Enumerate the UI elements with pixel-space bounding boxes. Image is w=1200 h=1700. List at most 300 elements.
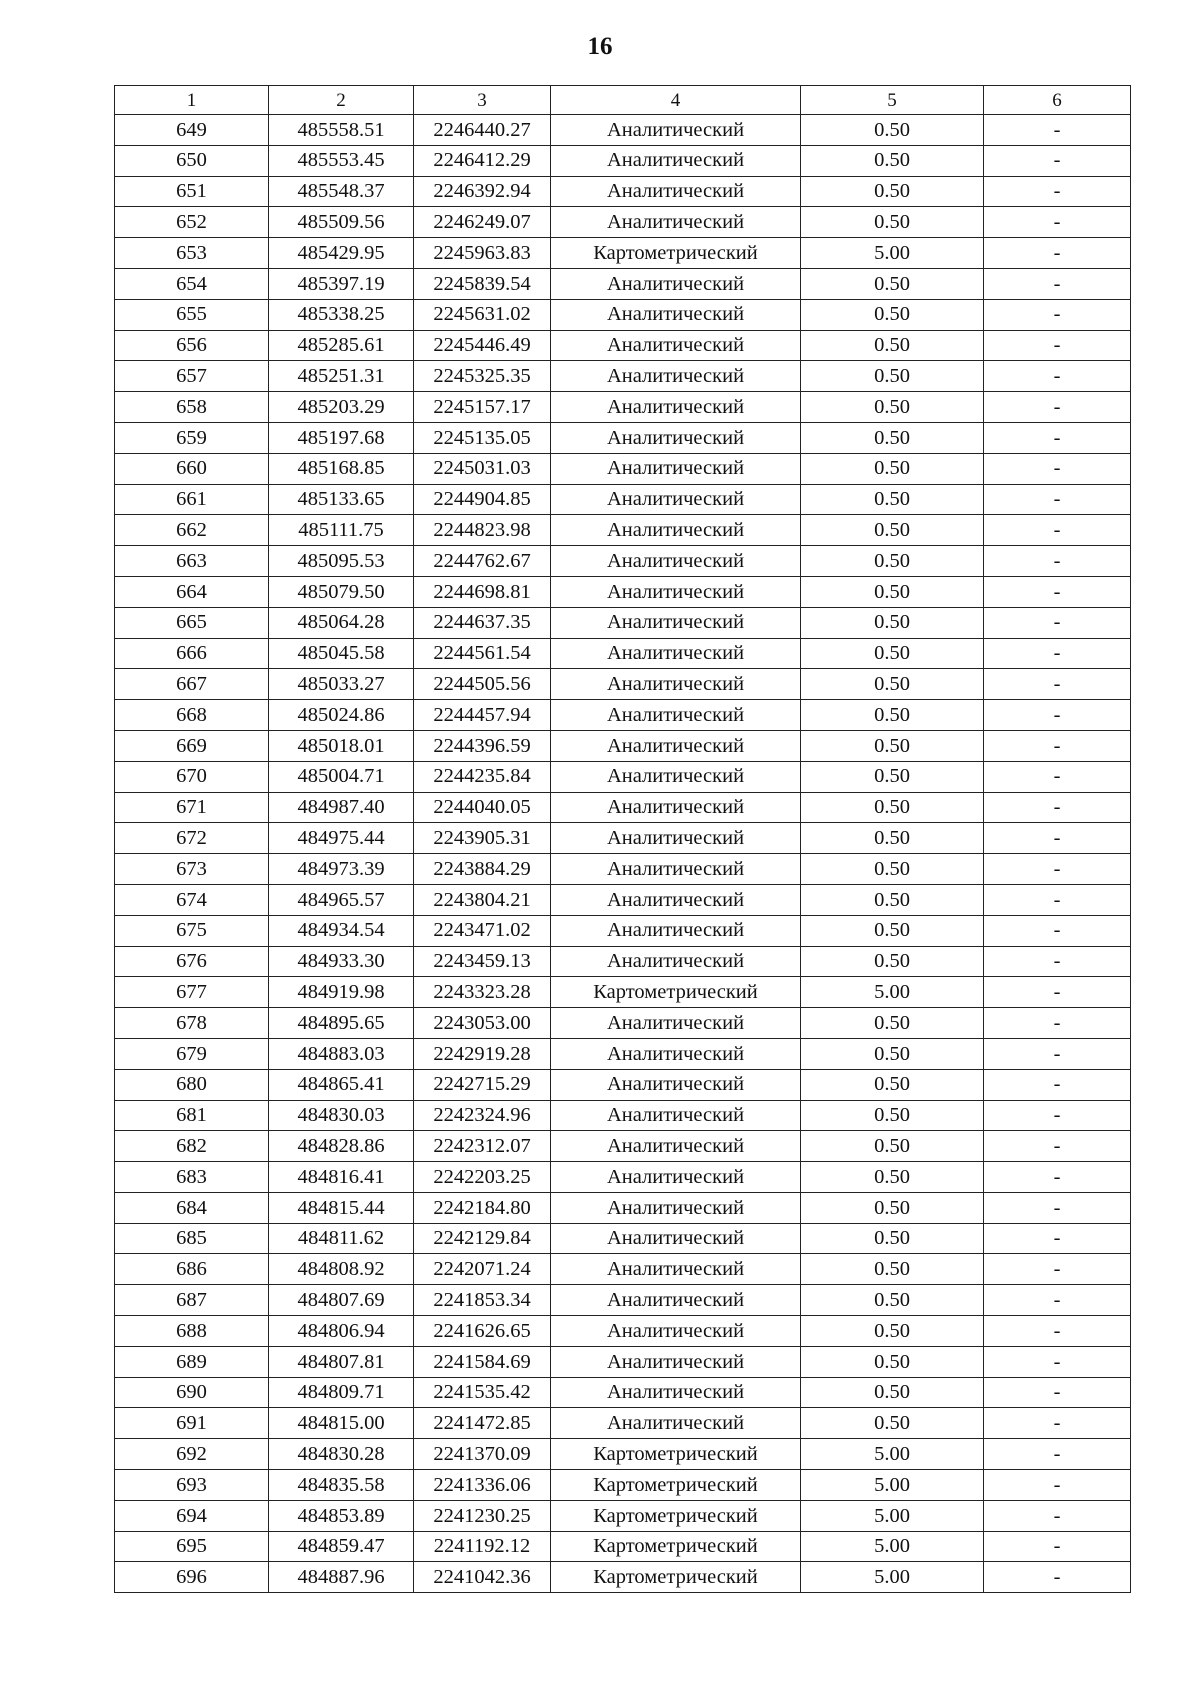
method-cell: Аналитический	[551, 1008, 801, 1039]
description-cell: -	[984, 1254, 1131, 1285]
point-number-cell: 666	[115, 638, 269, 669]
table-row	[115, 268, 1131, 299]
table-row	[115, 299, 1131, 330]
table-row	[115, 484, 1131, 515]
y-coordinate-cell: 2244457.94	[414, 700, 551, 731]
method-cell: Аналитический	[551, 268, 801, 299]
y-coordinate-cell: 2241042.36	[414, 1562, 551, 1593]
point-number-cell: 679	[115, 1038, 269, 1069]
x-coordinate-cell: 484975.44	[269, 823, 414, 854]
table-row	[115, 1562, 1131, 1593]
method-cell: Аналитический	[551, 1100, 801, 1131]
point-number-cell: 684	[115, 1192, 269, 1223]
y-coordinate-cell: 2243323.28	[414, 977, 551, 1008]
y-coordinate-cell: 2242129.84	[414, 1223, 551, 1254]
method-cell: Картометрический	[551, 238, 801, 269]
point-number-cell: 669	[115, 730, 269, 761]
x-coordinate-cell: 484806.94	[269, 1316, 414, 1347]
method-cell: Аналитический	[551, 1408, 801, 1439]
accuracy-cell: 0.50	[801, 115, 984, 146]
description-cell: -	[984, 1439, 1131, 1470]
accuracy-cell: 5.00	[801, 238, 984, 269]
accuracy-cell: 0.50	[801, 1192, 984, 1223]
method-cell: Аналитический	[551, 330, 801, 361]
accuracy-cell: 0.50	[801, 1038, 984, 1069]
y-coordinate-cell: 2242715.29	[414, 1069, 551, 1100]
table-row	[115, 854, 1131, 885]
table-row	[115, 238, 1131, 269]
description-cell: -	[984, 422, 1131, 453]
description-cell: -	[984, 730, 1131, 761]
y-coordinate-cell: 2245157.17	[414, 392, 551, 423]
x-coordinate-cell: 484807.81	[269, 1346, 414, 1377]
point-number-cell: 688	[115, 1316, 269, 1347]
accuracy-cell: 0.50	[801, 761, 984, 792]
y-coordinate-cell: 2244396.59	[414, 730, 551, 761]
y-coordinate-cell: 2246249.07	[414, 207, 551, 238]
table-header	[115, 86, 1131, 115]
accuracy-cell: 5.00	[801, 977, 984, 1008]
point-number-cell: 678	[115, 1008, 269, 1039]
method-cell: Аналитический	[551, 1069, 801, 1100]
point-number-cell: 696	[115, 1562, 269, 1593]
table-row	[115, 730, 1131, 761]
x-coordinate-cell: 484815.44	[269, 1192, 414, 1223]
accuracy-cell: 0.50	[801, 730, 984, 761]
table-row	[115, 1162, 1131, 1193]
x-coordinate-cell: 484865.41	[269, 1069, 414, 1100]
method-cell: Аналитический	[551, 638, 801, 669]
point-number-cell: 664	[115, 576, 269, 607]
y-coordinate-cell: 2241192.12	[414, 1531, 551, 1562]
y-coordinate-cell: 2244505.56	[414, 669, 551, 700]
method-cell: Аналитический	[551, 1038, 801, 1069]
method-cell: Аналитический	[551, 1285, 801, 1316]
description-cell: -	[984, 115, 1131, 146]
method-cell: Аналитический	[551, 607, 801, 638]
description-cell: -	[984, 792, 1131, 823]
table-row	[115, 1346, 1131, 1377]
y-coordinate-cell: 2242919.28	[414, 1038, 551, 1069]
table-row	[115, 792, 1131, 823]
point-number-cell: 667	[115, 669, 269, 700]
point-number-cell: 672	[115, 823, 269, 854]
x-coordinate-cell: 484973.39	[269, 854, 414, 885]
column-header-5: 5	[801, 86, 984, 115]
method-cell: Аналитический	[551, 176, 801, 207]
table-row	[115, 1500, 1131, 1531]
description-cell: -	[984, 330, 1131, 361]
description-cell: -	[984, 176, 1131, 207]
point-number-cell: 695	[115, 1531, 269, 1562]
x-coordinate-cell: 485558.51	[269, 115, 414, 146]
x-coordinate-cell: 485133.65	[269, 484, 414, 515]
point-number-cell: 654	[115, 268, 269, 299]
accuracy-cell: 0.50	[801, 392, 984, 423]
column-header-4: 4	[551, 86, 801, 115]
description-cell: -	[984, 1008, 1131, 1039]
point-number-cell: 687	[115, 1285, 269, 1316]
table-row	[115, 207, 1131, 238]
method-cell: Аналитический	[551, 700, 801, 731]
point-number-cell: 673	[115, 854, 269, 885]
point-number-cell: 689	[115, 1346, 269, 1377]
table-row	[115, 1008, 1131, 1039]
description-cell: -	[984, 1470, 1131, 1501]
description-cell: -	[984, 1285, 1131, 1316]
accuracy-cell: 0.50	[801, 1069, 984, 1100]
y-coordinate-cell: 2245631.02	[414, 299, 551, 330]
accuracy-cell: 0.50	[801, 607, 984, 638]
method-cell: Аналитический	[551, 1223, 801, 1254]
method-cell: Аналитический	[551, 1162, 801, 1193]
y-coordinate-cell: 2243905.31	[414, 823, 551, 854]
method-cell: Аналитический	[551, 1131, 801, 1162]
x-coordinate-cell: 484815.00	[269, 1408, 414, 1439]
description-cell: -	[984, 515, 1131, 546]
point-number-cell: 663	[115, 546, 269, 577]
description-cell: -	[984, 268, 1131, 299]
method-cell: Аналитический	[551, 392, 801, 423]
point-number-cell: 670	[115, 761, 269, 792]
point-number-cell: 652	[115, 207, 269, 238]
table-row	[115, 1254, 1131, 1285]
description-cell: -	[984, 761, 1131, 792]
point-number-cell: 668	[115, 700, 269, 731]
accuracy-cell: 0.50	[801, 1408, 984, 1439]
point-number-cell: 682	[115, 1131, 269, 1162]
x-coordinate-cell: 485338.25	[269, 299, 414, 330]
y-coordinate-cell: 2242312.07	[414, 1131, 551, 1162]
point-number-cell: 677	[115, 977, 269, 1008]
point-number-cell: 661	[115, 484, 269, 515]
y-coordinate-cell: 2243804.21	[414, 884, 551, 915]
x-coordinate-cell: 484965.57	[269, 884, 414, 915]
method-cell: Аналитический	[551, 854, 801, 885]
table-row	[115, 576, 1131, 607]
method-cell: Аналитический	[551, 576, 801, 607]
description-cell: -	[984, 854, 1131, 885]
point-number-cell: 681	[115, 1100, 269, 1131]
method-cell: Аналитический	[551, 1346, 801, 1377]
x-coordinate-cell: 485168.85	[269, 453, 414, 484]
method-cell: Картометрический	[551, 1562, 801, 1593]
table-row	[115, 700, 1131, 731]
accuracy-cell: 0.50	[801, 361, 984, 392]
x-coordinate-cell: 484933.30	[269, 946, 414, 977]
method-cell: Аналитический	[551, 422, 801, 453]
x-coordinate-cell: 484807.69	[269, 1285, 414, 1316]
x-coordinate-cell: 484887.96	[269, 1562, 414, 1593]
y-coordinate-cell: 2243053.00	[414, 1008, 551, 1039]
accuracy-cell: 5.00	[801, 1562, 984, 1593]
method-cell: Картометрический	[551, 1500, 801, 1531]
table-row	[115, 1470, 1131, 1501]
accuracy-cell: 0.50	[801, 299, 984, 330]
accuracy-cell: 0.50	[801, 1131, 984, 1162]
method-cell: Аналитический	[551, 1377, 801, 1408]
point-number-cell: 658	[115, 392, 269, 423]
y-coordinate-cell: 2245963.83	[414, 238, 551, 269]
table-row	[115, 761, 1131, 792]
method-cell: Аналитический	[551, 361, 801, 392]
method-cell: Аналитический	[551, 761, 801, 792]
description-cell: -	[984, 1531, 1131, 1562]
table-row	[115, 884, 1131, 915]
accuracy-cell: 0.50	[801, 176, 984, 207]
method-cell: Аналитический	[551, 823, 801, 854]
point-number-cell: 656	[115, 330, 269, 361]
description-cell: -	[984, 1192, 1131, 1223]
description-cell: -	[984, 823, 1131, 854]
point-number-cell: 680	[115, 1069, 269, 1100]
description-cell: -	[984, 546, 1131, 577]
table-row	[115, 361, 1131, 392]
table-row	[115, 638, 1131, 669]
x-coordinate-cell: 484859.47	[269, 1531, 414, 1562]
x-coordinate-cell: 484809.71	[269, 1377, 414, 1408]
accuracy-cell: 0.50	[801, 946, 984, 977]
x-coordinate-cell: 484835.58	[269, 1470, 414, 1501]
method-cell: Аналитический	[551, 484, 801, 515]
point-number-cell: 662	[115, 515, 269, 546]
method-cell: Аналитический	[551, 1254, 801, 1285]
method-cell: Картометрический	[551, 1439, 801, 1470]
y-coordinate-cell: 2241336.06	[414, 1470, 551, 1501]
table-row	[115, 607, 1131, 638]
table-row	[115, 1069, 1131, 1100]
point-number-cell: 655	[115, 299, 269, 330]
point-number-cell: 674	[115, 884, 269, 915]
point-number-cell: 676	[115, 946, 269, 977]
accuracy-cell: 5.00	[801, 1531, 984, 1562]
y-coordinate-cell: 2246412.29	[414, 145, 551, 176]
accuracy-cell: 0.50	[801, 1008, 984, 1039]
accuracy-cell: 0.50	[801, 792, 984, 823]
description-cell: -	[984, 145, 1131, 176]
accuracy-cell: 0.50	[801, 1377, 984, 1408]
table-row	[115, 176, 1131, 207]
method-cell: Аналитический	[551, 145, 801, 176]
x-coordinate-cell: 485251.31	[269, 361, 414, 392]
description-cell: -	[984, 884, 1131, 915]
description-cell: -	[984, 1377, 1131, 1408]
x-coordinate-cell: 484830.28	[269, 1439, 414, 1470]
accuracy-cell: 0.50	[801, 854, 984, 885]
accuracy-cell: 0.50	[801, 422, 984, 453]
table-row	[115, 546, 1131, 577]
method-cell: Аналитический	[551, 884, 801, 915]
table-row	[115, 115, 1131, 146]
description-cell: -	[984, 1346, 1131, 1377]
accuracy-cell: 0.50	[801, 330, 984, 361]
description-cell: -	[984, 299, 1131, 330]
accuracy-cell: 5.00	[801, 1439, 984, 1470]
description-cell: -	[984, 669, 1131, 700]
accuracy-cell: 0.50	[801, 453, 984, 484]
table-body	[115, 115, 1131, 1593]
accuracy-cell: 0.50	[801, 268, 984, 299]
x-coordinate-cell: 484808.92	[269, 1254, 414, 1285]
accuracy-cell: 0.50	[801, 576, 984, 607]
description-cell: -	[984, 1038, 1131, 1069]
y-coordinate-cell: 2242203.25	[414, 1162, 551, 1193]
table-row	[115, 1439, 1131, 1470]
description-cell: -	[984, 1408, 1131, 1439]
point-number-cell: 686	[115, 1254, 269, 1285]
x-coordinate-cell: 485095.53	[269, 546, 414, 577]
x-coordinate-cell: 485033.27	[269, 669, 414, 700]
method-cell: Аналитический	[551, 546, 801, 577]
point-number-cell: 650	[115, 145, 269, 176]
x-coordinate-cell: 485064.28	[269, 607, 414, 638]
description-cell: -	[984, 1162, 1131, 1193]
y-coordinate-cell: 2244698.81	[414, 576, 551, 607]
point-number-cell: 693	[115, 1470, 269, 1501]
point-number-cell: 657	[115, 361, 269, 392]
y-coordinate-cell: 2243459.13	[414, 946, 551, 977]
x-coordinate-cell: 485111.75	[269, 515, 414, 546]
y-coordinate-cell: 2246440.27	[414, 115, 551, 146]
description-cell: -	[984, 1223, 1131, 1254]
accuracy-cell: 0.50	[801, 515, 984, 546]
accuracy-cell: 5.00	[801, 1470, 984, 1501]
accuracy-cell: 0.50	[801, 1316, 984, 1347]
accuracy-cell: 0.50	[801, 915, 984, 946]
y-coordinate-cell: 2242071.24	[414, 1254, 551, 1285]
table-row	[115, 1531, 1131, 1562]
method-cell: Картометрический	[551, 1531, 801, 1562]
description-cell: -	[984, 1562, 1131, 1593]
table-row	[115, 977, 1131, 1008]
point-number-cell: 671	[115, 792, 269, 823]
y-coordinate-cell: 2245031.03	[414, 453, 551, 484]
x-coordinate-cell: 485203.29	[269, 392, 414, 423]
table-row	[115, 1316, 1131, 1347]
point-number-cell: 659	[115, 422, 269, 453]
y-coordinate-cell: 2241370.09	[414, 1439, 551, 1470]
description-cell: -	[984, 700, 1131, 731]
y-coordinate-cell: 2246392.94	[414, 176, 551, 207]
y-coordinate-cell: 2245839.54	[414, 268, 551, 299]
description-cell: -	[984, 207, 1131, 238]
description-cell: -	[984, 1500, 1131, 1531]
y-coordinate-cell: 2245135.05	[414, 422, 551, 453]
accuracy-cell: 0.50	[801, 823, 984, 854]
method-cell: Аналитический	[551, 792, 801, 823]
point-number-cell: 691	[115, 1408, 269, 1439]
description-cell: -	[984, 1069, 1131, 1100]
table-row	[115, 1192, 1131, 1223]
accuracy-cell: 0.50	[801, 1254, 984, 1285]
x-coordinate-cell: 485004.71	[269, 761, 414, 792]
x-coordinate-cell: 484919.98	[269, 977, 414, 1008]
x-coordinate-cell: 485509.56	[269, 207, 414, 238]
accuracy-cell: 0.50	[801, 1162, 984, 1193]
accuracy-cell: 0.50	[801, 1346, 984, 1377]
y-coordinate-cell: 2243884.29	[414, 854, 551, 885]
table-row	[115, 392, 1131, 423]
column-header-3: 3	[414, 86, 551, 115]
point-number-cell: 665	[115, 607, 269, 638]
y-coordinate-cell: 2242324.96	[414, 1100, 551, 1131]
table-row	[115, 1038, 1131, 1069]
y-coordinate-cell: 2244904.85	[414, 484, 551, 515]
accuracy-cell: 0.50	[801, 1223, 984, 1254]
description-cell: -	[984, 946, 1131, 977]
page-number: 16	[587, 33, 613, 60]
description-cell: -	[984, 484, 1131, 515]
table-row	[115, 823, 1131, 854]
x-coordinate-cell: 484895.65	[269, 1008, 414, 1039]
accuracy-cell: 0.50	[801, 884, 984, 915]
y-coordinate-cell: 2245325.35	[414, 361, 551, 392]
x-coordinate-cell: 484853.89	[269, 1500, 414, 1531]
y-coordinate-cell: 2244762.67	[414, 546, 551, 577]
description-cell: -	[984, 915, 1131, 946]
table-row	[115, 1223, 1131, 1254]
point-number-cell: 651	[115, 176, 269, 207]
x-coordinate-cell: 484830.03	[269, 1100, 414, 1131]
description-cell: -	[984, 977, 1131, 1008]
accuracy-cell: 0.50	[801, 700, 984, 731]
accuracy-cell: 0.50	[801, 145, 984, 176]
description-cell: -	[984, 607, 1131, 638]
method-cell: Картометрический	[551, 977, 801, 1008]
accuracy-cell: 0.50	[801, 1285, 984, 1316]
y-coordinate-cell: 2244040.05	[414, 792, 551, 823]
table-row	[115, 422, 1131, 453]
x-coordinate-cell: 484934.54	[269, 915, 414, 946]
method-cell: Аналитический	[551, 669, 801, 700]
x-coordinate-cell: 484828.86	[269, 1131, 414, 1162]
y-coordinate-cell: 2244823.98	[414, 515, 551, 546]
method-cell: Аналитический	[551, 1316, 801, 1347]
point-number-cell: 692	[115, 1439, 269, 1470]
method-cell: Аналитический	[551, 730, 801, 761]
description-cell: -	[984, 638, 1131, 669]
table-row	[115, 1377, 1131, 1408]
x-coordinate-cell: 485285.61	[269, 330, 414, 361]
x-coordinate-cell: 484811.62	[269, 1223, 414, 1254]
method-cell: Аналитический	[551, 115, 801, 146]
x-coordinate-cell: 484816.41	[269, 1162, 414, 1193]
column-header-1: 1	[115, 86, 269, 115]
x-coordinate-cell: 485079.50	[269, 576, 414, 607]
header-row	[115, 86, 1131, 115]
description-cell: -	[984, 392, 1131, 423]
table-row	[115, 1285, 1131, 1316]
point-number-cell: 690	[115, 1377, 269, 1408]
description-cell: -	[984, 576, 1131, 607]
y-coordinate-cell: 2241535.42	[414, 1377, 551, 1408]
accuracy-cell: 5.00	[801, 1500, 984, 1531]
method-cell: Аналитический	[551, 915, 801, 946]
y-coordinate-cell: 2241584.69	[414, 1346, 551, 1377]
table-row	[115, 1131, 1131, 1162]
y-coordinate-cell: 2243471.02	[414, 915, 551, 946]
table-row	[115, 330, 1131, 361]
point-number-cell: 649	[115, 115, 269, 146]
y-coordinate-cell: 2244235.84	[414, 761, 551, 792]
method-cell: Аналитический	[551, 207, 801, 238]
accuracy-cell: 0.50	[801, 638, 984, 669]
y-coordinate-cell: 2242184.80	[414, 1192, 551, 1223]
y-coordinate-cell: 2245446.49	[414, 330, 551, 361]
x-coordinate-cell: 485018.01	[269, 730, 414, 761]
method-cell: Аналитический	[551, 299, 801, 330]
table-row	[115, 515, 1131, 546]
